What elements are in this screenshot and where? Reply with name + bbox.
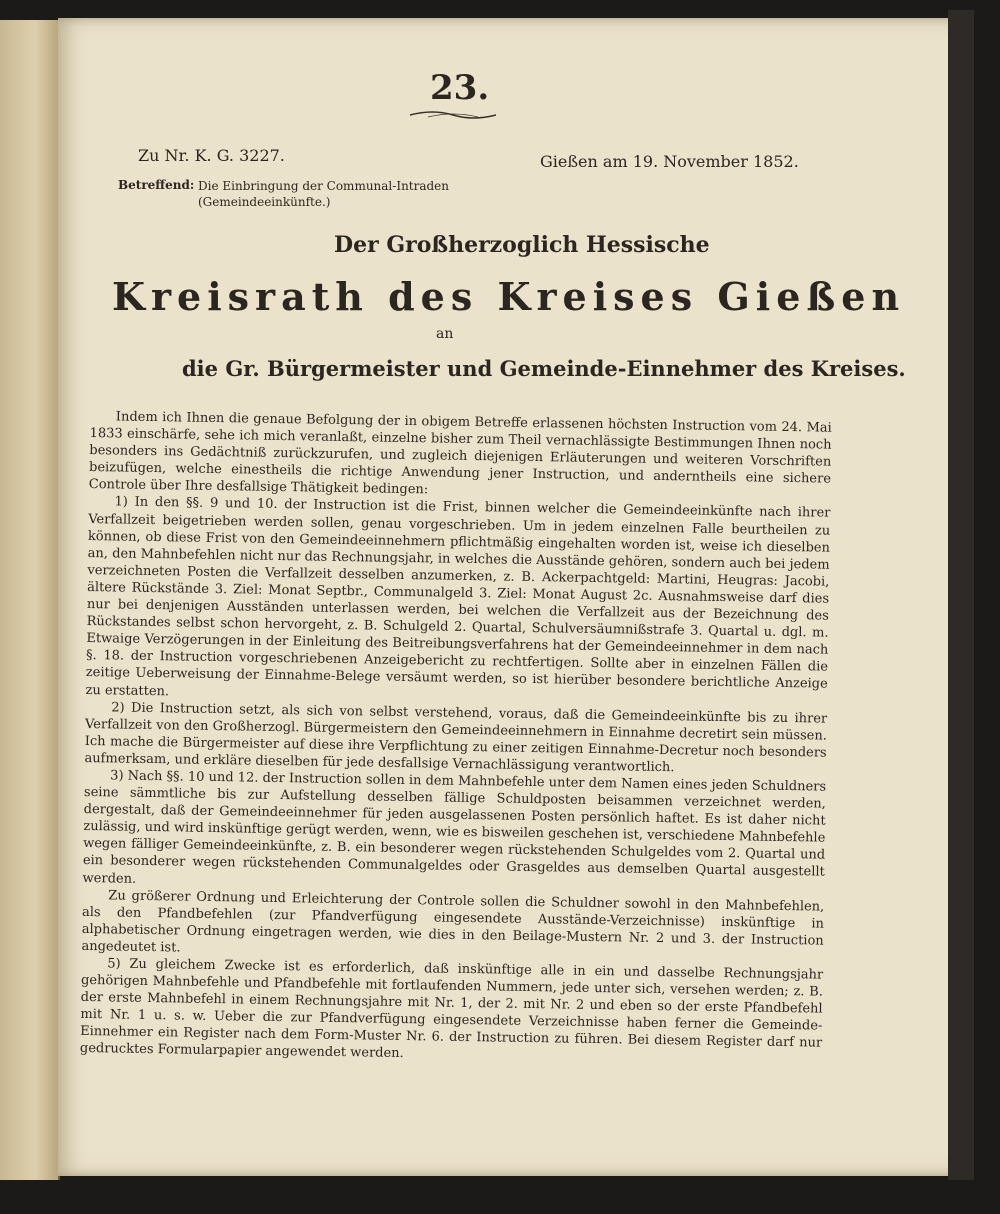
reference-number: Zu Nr. K. G. 3227. [138, 146, 285, 165]
paragraph-3: 3) Nach §§. 10 und 12. der Instruction sollen in dem Mahnbefehle unter dem Namen eines jeden Schuldners seine sämmtliche bis zur Aufstellung desselben fällige Schuldposten beisammen verzeichnet werden, dergestalt, daß der Gemeindeeinnehmer für jeden ausgelassenen Posten persönlich haftet. Es ist daher nicht zulässig, und wird inskünftige gerügt werden, wenn, wie es bisweilen geschehen ist, verschiedene Mahnbefehle wegen fälliger Gemeindeeinkünfte, z. B. ein besonderer wegen rückstehenden Schulgeldes vom 2. Quartal und ein besonderer wegen rückstehenden Communalgeldes oder Grasgeldes aus demselben Quartal ausgestellt werden. [82, 768, 827, 887]
recipient-line: die Gr. Bürgermeister und Gemeinde-Einnehmer des Kreises. [182, 356, 906, 381]
page-number: 23. [430, 68, 490, 108]
body-text [80, 408, 832, 1069]
book-right-cover [948, 10, 974, 1180]
book-left-edge [0, 20, 60, 1180]
subject-label: Betreffend: [118, 178, 195, 192]
paragraph-4: Zu größerer Ordnung und Erleichterung der Controle sollen die Schuldner sowohl in den Mahnbefehlen, als den Pfandbefehlen (zur Pfandverfügung eingesendete Ausstände-Verzeichnisse) inskünftige in alphabetischer Ordnung eingetragen werden, wie dies in den Beilage-Mustern Nr. 2 und 3. der Instruction angedeutet ist. [81, 887, 825, 956]
subject-text: Die Einbringung der Communal-Intraden (Gemeindeeinkünfte.) [198, 179, 450, 209]
title-flourish [408, 108, 498, 122]
paragraph-2: 2) Die Instruction setzt, als sich von selbst verstehend, voraus, daß die Gemeindeeinkünfte bis zu ihrer Verfallzeit von den Großherzogl. Bürgermeistern den Gemeindeeinnehmern in Einnahme decretirt sein müssen. Ich mache die Bürgermeister auf diese ihre Verpflichtung zu einer zeitigen Einnahme-Decretur noch besonders aufmerksam, und erkläre dieselben für jede desfallsige Vernachlässigung verantwortlich. [84, 699, 828, 776]
addressee-connector: an [436, 326, 454, 342]
date-line: Gießen am 19. November 1852. [540, 152, 799, 171]
authority-line: Der Großherzoglich Hessische [334, 232, 710, 258]
authority-title: Kreisrath des Kreises Gießen [112, 274, 906, 319]
paragraph-5: 5) Zu gleichem Zwecke ist es erforderlich, daß inskünftige alle in ein und dasselbe Rechnungsjahr gehörigen Mahnbefehle und Pfandbefehle mit fortlaufenden Nummern, jede unter sich, versehen werden; z. B. der erste Mahnbefehl in einem Rechnungsjahre mit Nr. 1, der 2. mit Nr. 2 und eben so der erste Pfandbefehl mit Nr. 1 u. s. w. Ueber die zur Pfandverfügung eingesendete Verzeichnisse haben ferner die Gemeinde-Einnehmer ein Register nach dem Form-Muster Nr. 6. der Instruction zu führen. Bei diesem Register darf nur gedrucktes Formularpapier angewendet werden. [79, 956, 824, 1062]
paragraph-1: 1) In den §§. 9 und 10. der Instruction ist die Frist, binnen welcher die Gemeindeeinkünfte nach ihrer Verfallzeit beigetrieben werden sollen, genau vorgeschrieben. Um in jedem einzelnen Falle beurtheilen zu können, ob diese Frist von den Gemeindeeinnehmern pflichtmäßig eingehalten worden ist, weise ich dieselben an, den Mahnbefehlen nicht nur das Rechnungsjahr, in welches die Ausstände gehören, sondern auch bei jedem verzeichneten Posten die Verfallzeit desselben anzumerken, z. B. Ackerpachtgeld: Martini, Heugras: Jacobi, ältere Rückstände 3. Ziel: Monat Septbr., Communalgeld 3. Ziel: Monat August 2c. Ausnahmsweise darf dies nur bei denjenigen Ausständen unterlassen werden, bei welchen die Verfallzeit aus der Bezeichnung des Rückstandes selbst schon hervorgeht, z. B. Schulgeld 2. Quartal, Schulversäumnißstrafe 3. Quartal u. dgl. m. Etwaige Verzögerungen in der Einleitung des Beitreibungsverfahrens hat der Gemeindeeinnehmer in dem nach §. 18. der Instruction vorgeschriebenen Anzeigebericht zu rechtfertigen. Sollte aber in einzelnen Fällen die zeitige Ueberweisung der Einnahme-Belege versäumt werden, so ist hierüber besondere berichtliche Anzeige zu erstatten. [85, 494, 831, 699]
paragraph-intro: Indem ich Ihnen die genaue Befolgung der in obigem Betreffe erlassenen höchsten Instruction vom 24. Mai 1833 einschärfe, sehe ich mich veranlaßt, einzelne bisher zum Theil vernachlässigte Bestimmungen Ihnen noch besonders ins Gedächtniß zurückzurufen, und zugleich diejenigen Erläuterungen und weiteren Vorschriften beizufügen, welche einestheils die richtige Anwendung jener Instruction, und anderntheils eine sichere Controle über Ihre desfallsige Thätigkeit bedingen: [88, 409, 832, 498]
